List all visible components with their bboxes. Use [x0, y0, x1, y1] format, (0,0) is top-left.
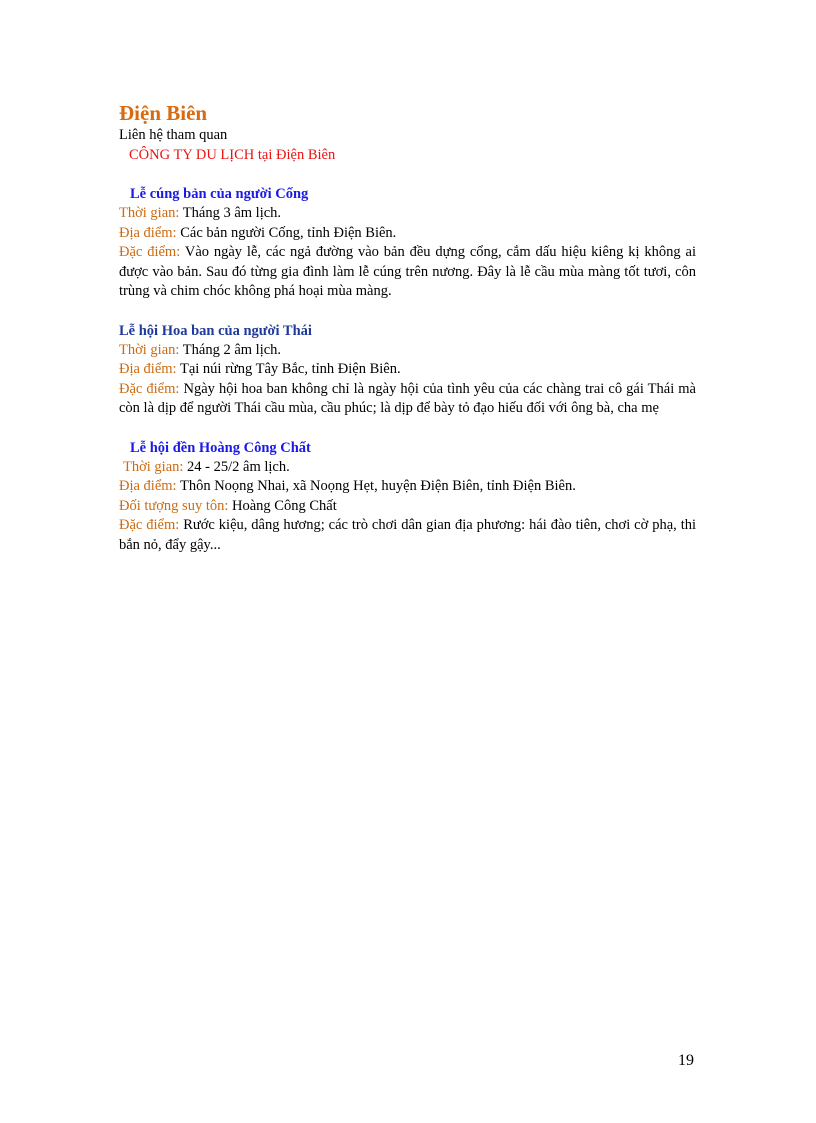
time-value: Tháng 2 âm lịch. — [182, 341, 282, 358]
place-value: Các bản người Cống, tỉnh Điện Biên. — [180, 224, 397, 241]
time-value: 24 - 25/2 âm lịch. — [187, 458, 290, 475]
festival-section — [119, 438, 696, 556]
time-label: Thời gian: — [119, 205, 180, 221]
feature-label: Đặc điểm: — [119, 380, 180, 397]
place-value: Tại núi rừng Tây Bắc, tỉnh Điện Biên. — [179, 361, 401, 377]
festival-section — [119, 321, 696, 419]
worship-label: Đối tượng suy tôn: — [119, 497, 229, 514]
festival-title: Lễ hội Hoa ban của người Thái — [119, 322, 312, 339]
time-value: Tháng 3 âm lịch. — [182, 205, 282, 221]
place-label: Địa điểm: — [119, 361, 177, 377]
place-value: Thôn Noọng Nhai, xã Noọng Hẹt, huyện Điện Biên, tỉnh Điện Biên. — [179, 478, 576, 494]
feature-label: Đặc điểm: — [119, 244, 181, 260]
worship-value: Hoàng Công Chất — [232, 497, 337, 514]
time-label: Thời gian: — [119, 341, 180, 358]
feature-value: Rước kiệu, dâng hương; các trò chơi dân gian địa phương: hái đào tiên, chơi cờ phạ, thi bắn nỏ, đẩy gậy... — [119, 517, 697, 553]
festival-title: Lễ hội đền Hoàng Công Chất — [130, 439, 311, 456]
place-label: Địa điểm: — [119, 224, 177, 241]
place-label: Địa điểm: — [119, 478, 177, 494]
company-name: CÔNG TY DU LỊCH tại Điện Biên — [129, 146, 336, 163]
time-label: Thời gian: — [123, 458, 184, 475]
contact-label: Liên hệ tham quan — [119, 127, 228, 143]
page-title: Điện Biên — [119, 101, 208, 125]
festival-section — [119, 184, 696, 302]
feature-value: Vào ngày lễ, các ngả đường vào bản đều dựng cổng, cắm dấu hiệu kiêng kị không ai được vào bản. Sau đó từng gia đình làm lễ cúng trên nương. Đây là lễ cầu mùa màng tốt tươi, côn trùng và chim chóc không phá hoại mùa màng. — [119, 244, 696, 299]
festival-title: Lễ cúng bản của người Cống — [130, 186, 309, 202]
feature-value: Ngày hội hoa ban không chỉ là ngày hội của tình yêu của các chàng trai cô gái Thái mà còn là dịp để người Thái cầu mùa, cầu phúc; là dịp để bày tỏ đạo hiếu đối với ông bà, cha mẹ — [119, 380, 696, 416]
page-number: 19 — [678, 1052, 694, 1069]
document-page — [119, 100, 696, 555]
feature-label: Đặc điểm: — [119, 517, 180, 533]
